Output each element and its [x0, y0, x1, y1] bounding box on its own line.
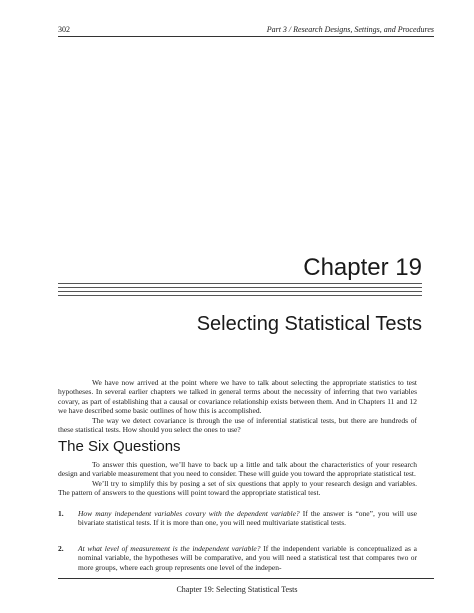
section-paragraph-1: To answer this question, we’ll have to back up a little and talk about the characteristics of your research design and variable measurement that you need to consider. These will guide you toward the appropriate statistical test. [58, 460, 417, 479]
page-number: 302 [58, 25, 70, 34]
list-item-number: 1. [58, 509, 64, 518]
running-title: Part 3 / Research Designs, Settings, and Procedures [266, 25, 434, 34]
intro-text [58, 378, 417, 434]
chapter-label: Chapter 19 [303, 254, 422, 281]
intro-paragraph-2: The way we detect covariance is through the use of inferential statistical tests, but there are hundreds of these statistical tests. How should you select the ones to use? [58, 415, 417, 435]
answer-text: If the independent variable is conceptualized as a nominal variable, the hypotheses will be comparative, and you will need a statistical test that compares two or more groups, where each group represents one level of the indepen- [78, 543, 417, 572]
list-item [58, 509, 417, 528]
chapter-title: Selecting Statistical Tests [196, 313, 422, 335]
section-text [58, 460, 417, 498]
chapter-rules [58, 283, 422, 299]
section-heading: The Six Questions [58, 438, 181, 455]
question-text: At what level of measurement is the independent variable? [78, 543, 261, 553]
header-divider [58, 36, 434, 37]
list-item [58, 544, 417, 572]
answer-text: If the answer is “one”, you will use bivariate statistical tests. If it is more than one, you will need multivariate statistical tests. [78, 509, 417, 528]
footer-divider [58, 578, 434, 579]
list-item-number: 2. [58, 543, 64, 553]
intro-paragraph-1: We have now arrived at the point where we have to talk about selecting the appropriate statistics to test hypotheses. In several earlier chapters we talked in general terms about the necessity of inferring that two variables covary, as part of establishing that a causal or covariance relationship exists between them. And in Chapters 11 and 12 we have described some basic outlines of how this is accomplished. [58, 378, 417, 416]
question-list [58, 509, 417, 572]
question-text: How many independent variables covary with the dependent variable? [78, 509, 300, 518]
page-footer: Chapter 19: Selecting Statistical Tests [176, 585, 298, 594]
section-paragraph-2: We’ll try to simplify this by posing a set of six questions that apply to your research design and variables. The pattern of answers to the questions will point toward the appropriate statistical test. [58, 478, 417, 498]
